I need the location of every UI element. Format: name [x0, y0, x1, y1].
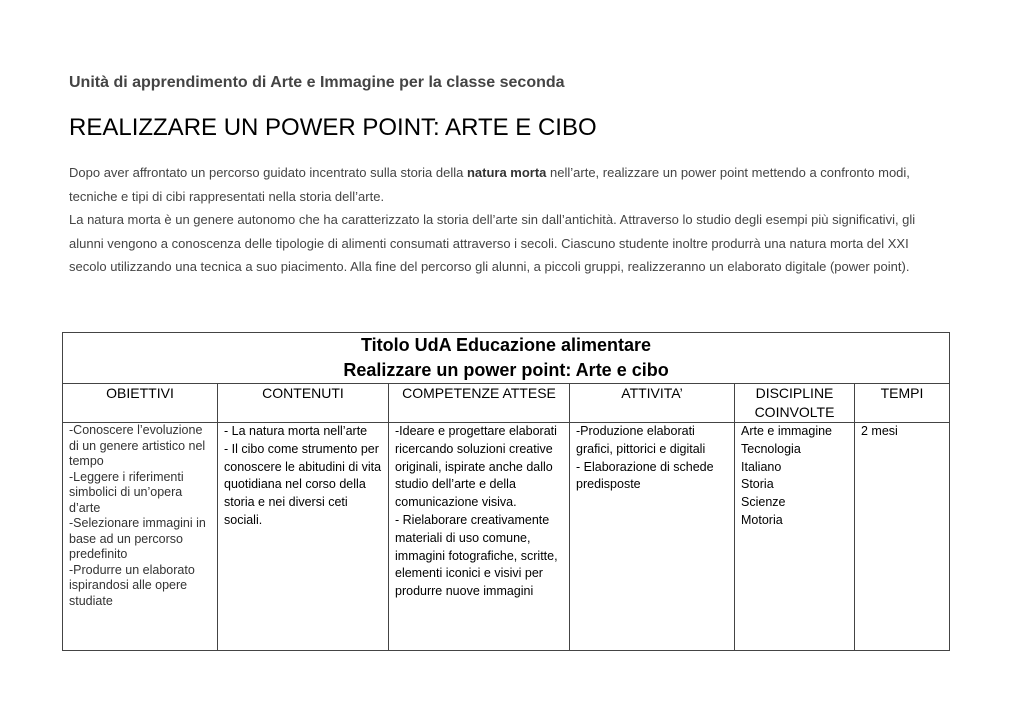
- list-item: - La natura morta nell’arte: [224, 424, 368, 438]
- uda-table: [62, 332, 950, 651]
- list-item: Motoria: [741, 512, 783, 527]
- list-item: -Leggere i riferimenti simbolici di un’opera d’arte: [69, 469, 184, 515]
- header-obiettivi: OBIETTIVI: [63, 384, 218, 423]
- uda-title-line-2: Realizzare un power point: Arte e cibo: [343, 360, 669, 380]
- list-item: -Produrre un elaborato ispirandosi alle opere studiate: [69, 562, 195, 608]
- table-row: [63, 423, 950, 651]
- intro-p1-start: Dopo aver affrontato un percorso guidato incentrato sulla storia della: [69, 165, 467, 180]
- intro-text: [69, 161, 949, 279]
- list-item: -Selezionare immagini in base ad un percorso predefinito: [69, 516, 206, 561]
- list-item: Storia: [741, 477, 774, 492]
- list-item: - Elaborazione di schede predisposte: [576, 459, 714, 492]
- uda-title-line-1: Titolo UdA Educazione alimentare: [360, 335, 652, 355]
- list-item: Arte e immagine: [741, 424, 833, 438]
- list-item: -Produzione elaborati grafici, pittorici e digitali: [576, 424, 706, 456]
- list-item: 2 mesi: [861, 424, 898, 438]
- list-item: -Ideare e progettare elaborati ricercando soluzioni creative originali, ispirate anche dallo studio dell’arte e della comunicazione visiva.: [395, 424, 557, 510]
- uda-table-title: [63, 333, 950, 384]
- intro-p1-end: nell’arte, realizzare un power point mettendo a confronto modi, tecniche e tipi di cibi rappresentati nella storia dell’arte.: [69, 165, 910, 204]
- cell-obiettivi: [63, 423, 218, 651]
- document-subtitle: Unità di apprendimento di Arte e Immagine per la classe seconda: [69, 74, 565, 91]
- list-item: - Rielaborare creativamente materiali di uso comune, immagini fotografiche, scritte, elementi iconici e visivi per produrre nuove immagini: [395, 512, 558, 599]
- document-title: REALIZZARE UN POWER POINT: ARTE E CIBO: [69, 114, 597, 141]
- list-item: Scienze: [741, 495, 786, 510]
- list-item: Tecnologia: [741, 441, 801, 456]
- cell-tempi: [855, 423, 950, 651]
- list-item: - Il cibo come strumento per conoscere le abitudini di vita quotidiana nel corso della storia e nei diversi ceti sociali.: [224, 441, 382, 527]
- header-competenze: COMPETENZE ATTESE: [389, 384, 570, 423]
- cell-contenuti: [218, 423, 389, 651]
- list-item: Italiano: [741, 459, 782, 474]
- cell-discipline: [735, 423, 855, 651]
- intro-p1-bold: natura morta: [466, 165, 547, 180]
- header-contenuti: CONTENUTI: [218, 384, 389, 423]
- cell-attivita: [570, 423, 735, 651]
- header-discipline: DISCIPLINE COINVOLTE: [735, 384, 855, 423]
- cell-competenze: [389, 423, 570, 651]
- list-item: -Conoscere l’evoluzione di un genere artistico nel tempo: [69, 423, 206, 468]
- header-attivita: ATTIVITA’: [570, 384, 735, 423]
- header-tempi: TEMPI: [855, 384, 950, 423]
- intro-p2: La natura morta è un genere autonomo che ha caratterizzato la storia dell’arte sin dall’antichità. Attraverso lo studio degli esempi più significativi, gli alunni vengono a conoscenza delle tipologie di alimenti consumati attraverso i secoli. Ciascuno studente inoltre produrrà una natura morta del XXI secolo utilizzando una tecnica a suo piacimento. Alla fine del percorso gli alunni, a piccoli gruppi, realizzeranno un elaborato digitale (power point).: [69, 212, 916, 274]
